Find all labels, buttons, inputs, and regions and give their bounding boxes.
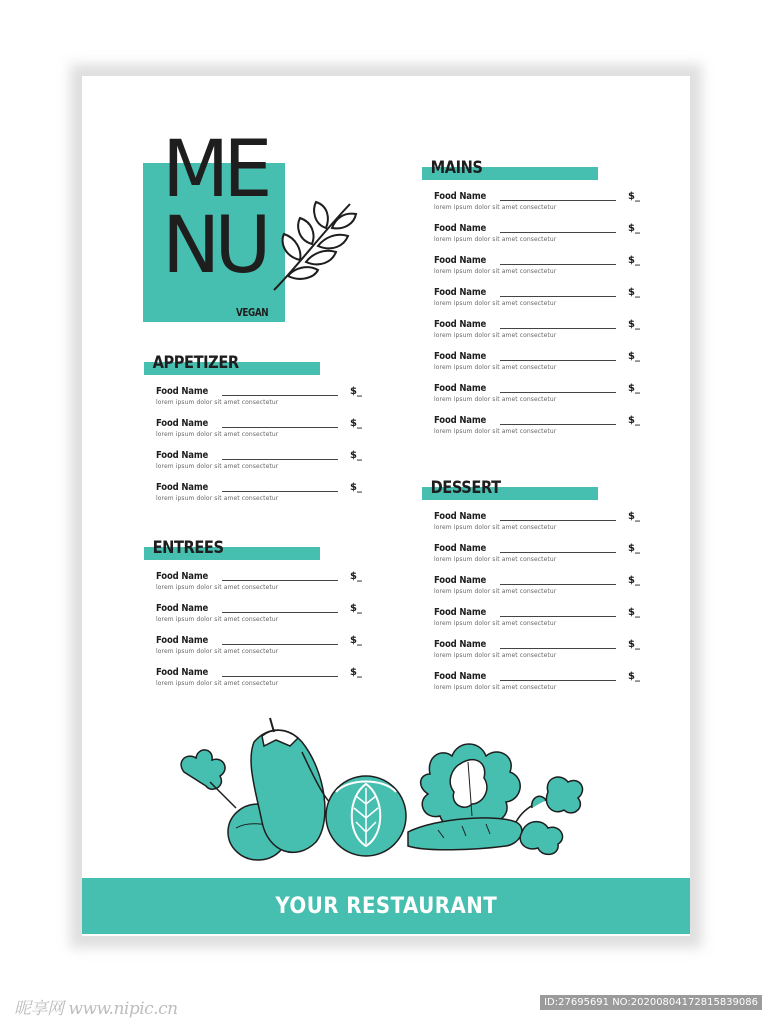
food-description: lorem ipsum dolor sit amet consectetur bbox=[434, 332, 557, 339]
menu-item bbox=[156, 418, 362, 450]
food-description: lorem ipsum dolor sit amet consectetur bbox=[434, 364, 557, 371]
food-price: $_ bbox=[350, 450, 362, 461]
dotted-leader bbox=[500, 680, 616, 681]
section-title-mains: MAINS bbox=[430, 158, 483, 178]
food-price: $_ bbox=[628, 575, 640, 586]
menu-item bbox=[156, 603, 362, 635]
dotted-leader bbox=[222, 580, 338, 581]
food-name: Food Name bbox=[156, 667, 209, 678]
food-price: $_ bbox=[628, 671, 640, 682]
menu-item bbox=[434, 223, 640, 255]
food-price: $_ bbox=[628, 383, 640, 394]
dotted-leader bbox=[500, 392, 616, 393]
dotted-leader bbox=[500, 520, 616, 521]
food-name: Food Name bbox=[156, 386, 209, 397]
dotted-leader bbox=[222, 395, 338, 396]
item-list bbox=[434, 511, 640, 703]
menu-item bbox=[434, 607, 640, 639]
food-description: lorem ipsum dolor sit amet consectetur bbox=[156, 495, 279, 502]
food-name: Food Name bbox=[434, 223, 487, 234]
item-list bbox=[434, 191, 640, 447]
food-description: lorem ipsum dolor sit amet consectetur bbox=[434, 684, 557, 691]
food-description: lorem ipsum dolor sit amet consectetur bbox=[434, 652, 557, 659]
watermark-site: 昵享网 www.nipic.cn bbox=[14, 999, 178, 1019]
food-description: lorem ipsum dolor sit amet consectetur bbox=[434, 300, 557, 307]
dotted-leader bbox=[222, 491, 338, 492]
food-description: lorem ipsum dolor sit amet consectetur bbox=[434, 428, 557, 435]
section-mains bbox=[422, 157, 640, 435]
menu-subtitle: VEGAN bbox=[236, 306, 269, 319]
section-title-entrees: ENTREES bbox=[152, 538, 224, 558]
menu-item bbox=[156, 571, 362, 603]
food-name: Food Name bbox=[156, 571, 209, 582]
food-description: lorem ipsum dolor sit amet consectetur bbox=[434, 396, 557, 403]
food-price: $_ bbox=[628, 415, 640, 426]
food-name: Food Name bbox=[156, 603, 209, 614]
section-title-dessert: DESSERT bbox=[430, 478, 501, 498]
dotted-leader bbox=[500, 584, 616, 585]
food-name: Food Name bbox=[434, 415, 487, 426]
food-price: $_ bbox=[628, 607, 640, 618]
dotted-leader bbox=[500, 648, 616, 649]
food-name: Food Name bbox=[434, 607, 487, 618]
dotted-leader bbox=[500, 232, 616, 233]
dotted-leader bbox=[500, 616, 616, 617]
food-description: lorem ipsum dolor sit amet consectetur bbox=[156, 648, 279, 655]
food-name: Food Name bbox=[434, 543, 487, 554]
watermark-id: ID:27695691 NO:20200804172815839086 bbox=[540, 995, 762, 1010]
menu-item bbox=[434, 383, 640, 415]
menu-item bbox=[434, 543, 640, 575]
food-description: lorem ipsum dolor sit amet consectetur bbox=[434, 236, 557, 243]
food-name: Food Name bbox=[434, 287, 487, 298]
food-price: $_ bbox=[628, 191, 640, 202]
food-name: Food Name bbox=[434, 191, 487, 202]
food-name: Food Name bbox=[434, 383, 487, 394]
section-appetizer bbox=[144, 352, 362, 502]
menu-item bbox=[156, 667, 362, 699]
food-price: $_ bbox=[628, 351, 640, 362]
food-price: $_ bbox=[628, 543, 640, 554]
food-price: $_ bbox=[628, 287, 640, 298]
food-price: $_ bbox=[350, 667, 362, 678]
menu-item bbox=[434, 575, 640, 607]
menu-item bbox=[434, 351, 640, 383]
food-name: Food Name bbox=[434, 671, 487, 682]
food-description: lorem ipsum dolor sit amet consectetur bbox=[156, 399, 279, 406]
food-price: $_ bbox=[628, 639, 640, 650]
food-description: lorem ipsum dolor sit amet consectetur bbox=[434, 588, 557, 595]
food-price: $_ bbox=[628, 319, 640, 330]
menu-item bbox=[434, 415, 640, 447]
dotted-leader bbox=[500, 360, 616, 361]
food-description: lorem ipsum dolor sit amet consectetur bbox=[434, 524, 557, 531]
footer-banner bbox=[82, 878, 690, 934]
food-name: Food Name bbox=[156, 482, 209, 493]
menu-item bbox=[434, 639, 640, 671]
food-name: Food Name bbox=[434, 351, 487, 362]
food-name: Food Name bbox=[434, 639, 487, 650]
food-description: lorem ipsum dolor sit amet consectetur bbox=[434, 620, 557, 627]
food-name: Food Name bbox=[434, 319, 487, 330]
menu-title-line2: NU bbox=[162, 201, 266, 292]
food-price: $_ bbox=[350, 571, 362, 582]
menu-item bbox=[434, 255, 640, 287]
dotted-leader bbox=[222, 612, 338, 613]
dotted-leader bbox=[500, 296, 616, 297]
vegetables-illustration-icon bbox=[176, 712, 596, 862]
menu-item bbox=[434, 319, 640, 351]
menu-item bbox=[156, 635, 362, 667]
menu-item bbox=[156, 386, 362, 418]
food-description: lorem ipsum dolor sit amet consectetur bbox=[434, 556, 557, 563]
food-price: $_ bbox=[350, 482, 362, 493]
restaurant-name: YOUR RESTAURANT bbox=[275, 893, 497, 919]
menu-item bbox=[156, 450, 362, 482]
dotted-leader bbox=[222, 676, 338, 677]
food-price: $_ bbox=[350, 603, 362, 614]
food-price: $_ bbox=[350, 418, 362, 429]
dotted-leader bbox=[222, 644, 338, 645]
menu-title bbox=[162, 125, 267, 292]
dotted-leader bbox=[500, 264, 616, 265]
menu-card bbox=[82, 76, 690, 936]
food-name: Food Name bbox=[156, 635, 209, 646]
food-name: Food Name bbox=[434, 511, 487, 522]
food-description: lorem ipsum dolor sit amet consectetur bbox=[156, 463, 279, 470]
food-price: $_ bbox=[628, 255, 640, 266]
food-price: $_ bbox=[350, 386, 362, 397]
food-price: $_ bbox=[628, 223, 640, 234]
food-description: lorem ipsum dolor sit amet consectetur bbox=[156, 680, 279, 687]
menu-item bbox=[434, 287, 640, 319]
food-description: lorem ipsum dolor sit amet consectetur bbox=[156, 584, 279, 591]
food-description: lorem ipsum dolor sit amet consectetur bbox=[156, 431, 279, 438]
section-dessert bbox=[422, 477, 640, 691]
item-list bbox=[156, 571, 362, 699]
food-name: Food Name bbox=[156, 450, 209, 461]
menu-item bbox=[434, 191, 640, 223]
leaf-sprig-icon bbox=[270, 198, 360, 294]
dotted-leader bbox=[222, 427, 338, 428]
section-entrees bbox=[144, 537, 362, 687]
menu-item bbox=[156, 482, 362, 514]
food-description: lorem ipsum dolor sit amet consectetur bbox=[434, 204, 557, 211]
menu-item bbox=[434, 671, 640, 703]
dotted-leader bbox=[222, 459, 338, 460]
dotted-leader bbox=[500, 328, 616, 329]
dotted-leader bbox=[500, 552, 616, 553]
menu-title-line1: ME bbox=[162, 125, 267, 215]
food-name: Food Name bbox=[156, 418, 209, 429]
dotted-leader bbox=[500, 200, 616, 201]
section-title-appetizer: APPETIZER bbox=[152, 353, 239, 373]
food-description: lorem ipsum dolor sit amet consectetur bbox=[156, 616, 279, 623]
food-name: Food Name bbox=[434, 255, 487, 266]
item-list bbox=[156, 386, 362, 514]
food-price: $_ bbox=[350, 635, 362, 646]
food-name: Food Name bbox=[434, 575, 487, 586]
dotted-leader bbox=[500, 424, 616, 425]
menu-item bbox=[434, 511, 640, 543]
food-description: lorem ipsum dolor sit amet consectetur bbox=[434, 268, 557, 275]
food-price: $_ bbox=[628, 511, 640, 522]
